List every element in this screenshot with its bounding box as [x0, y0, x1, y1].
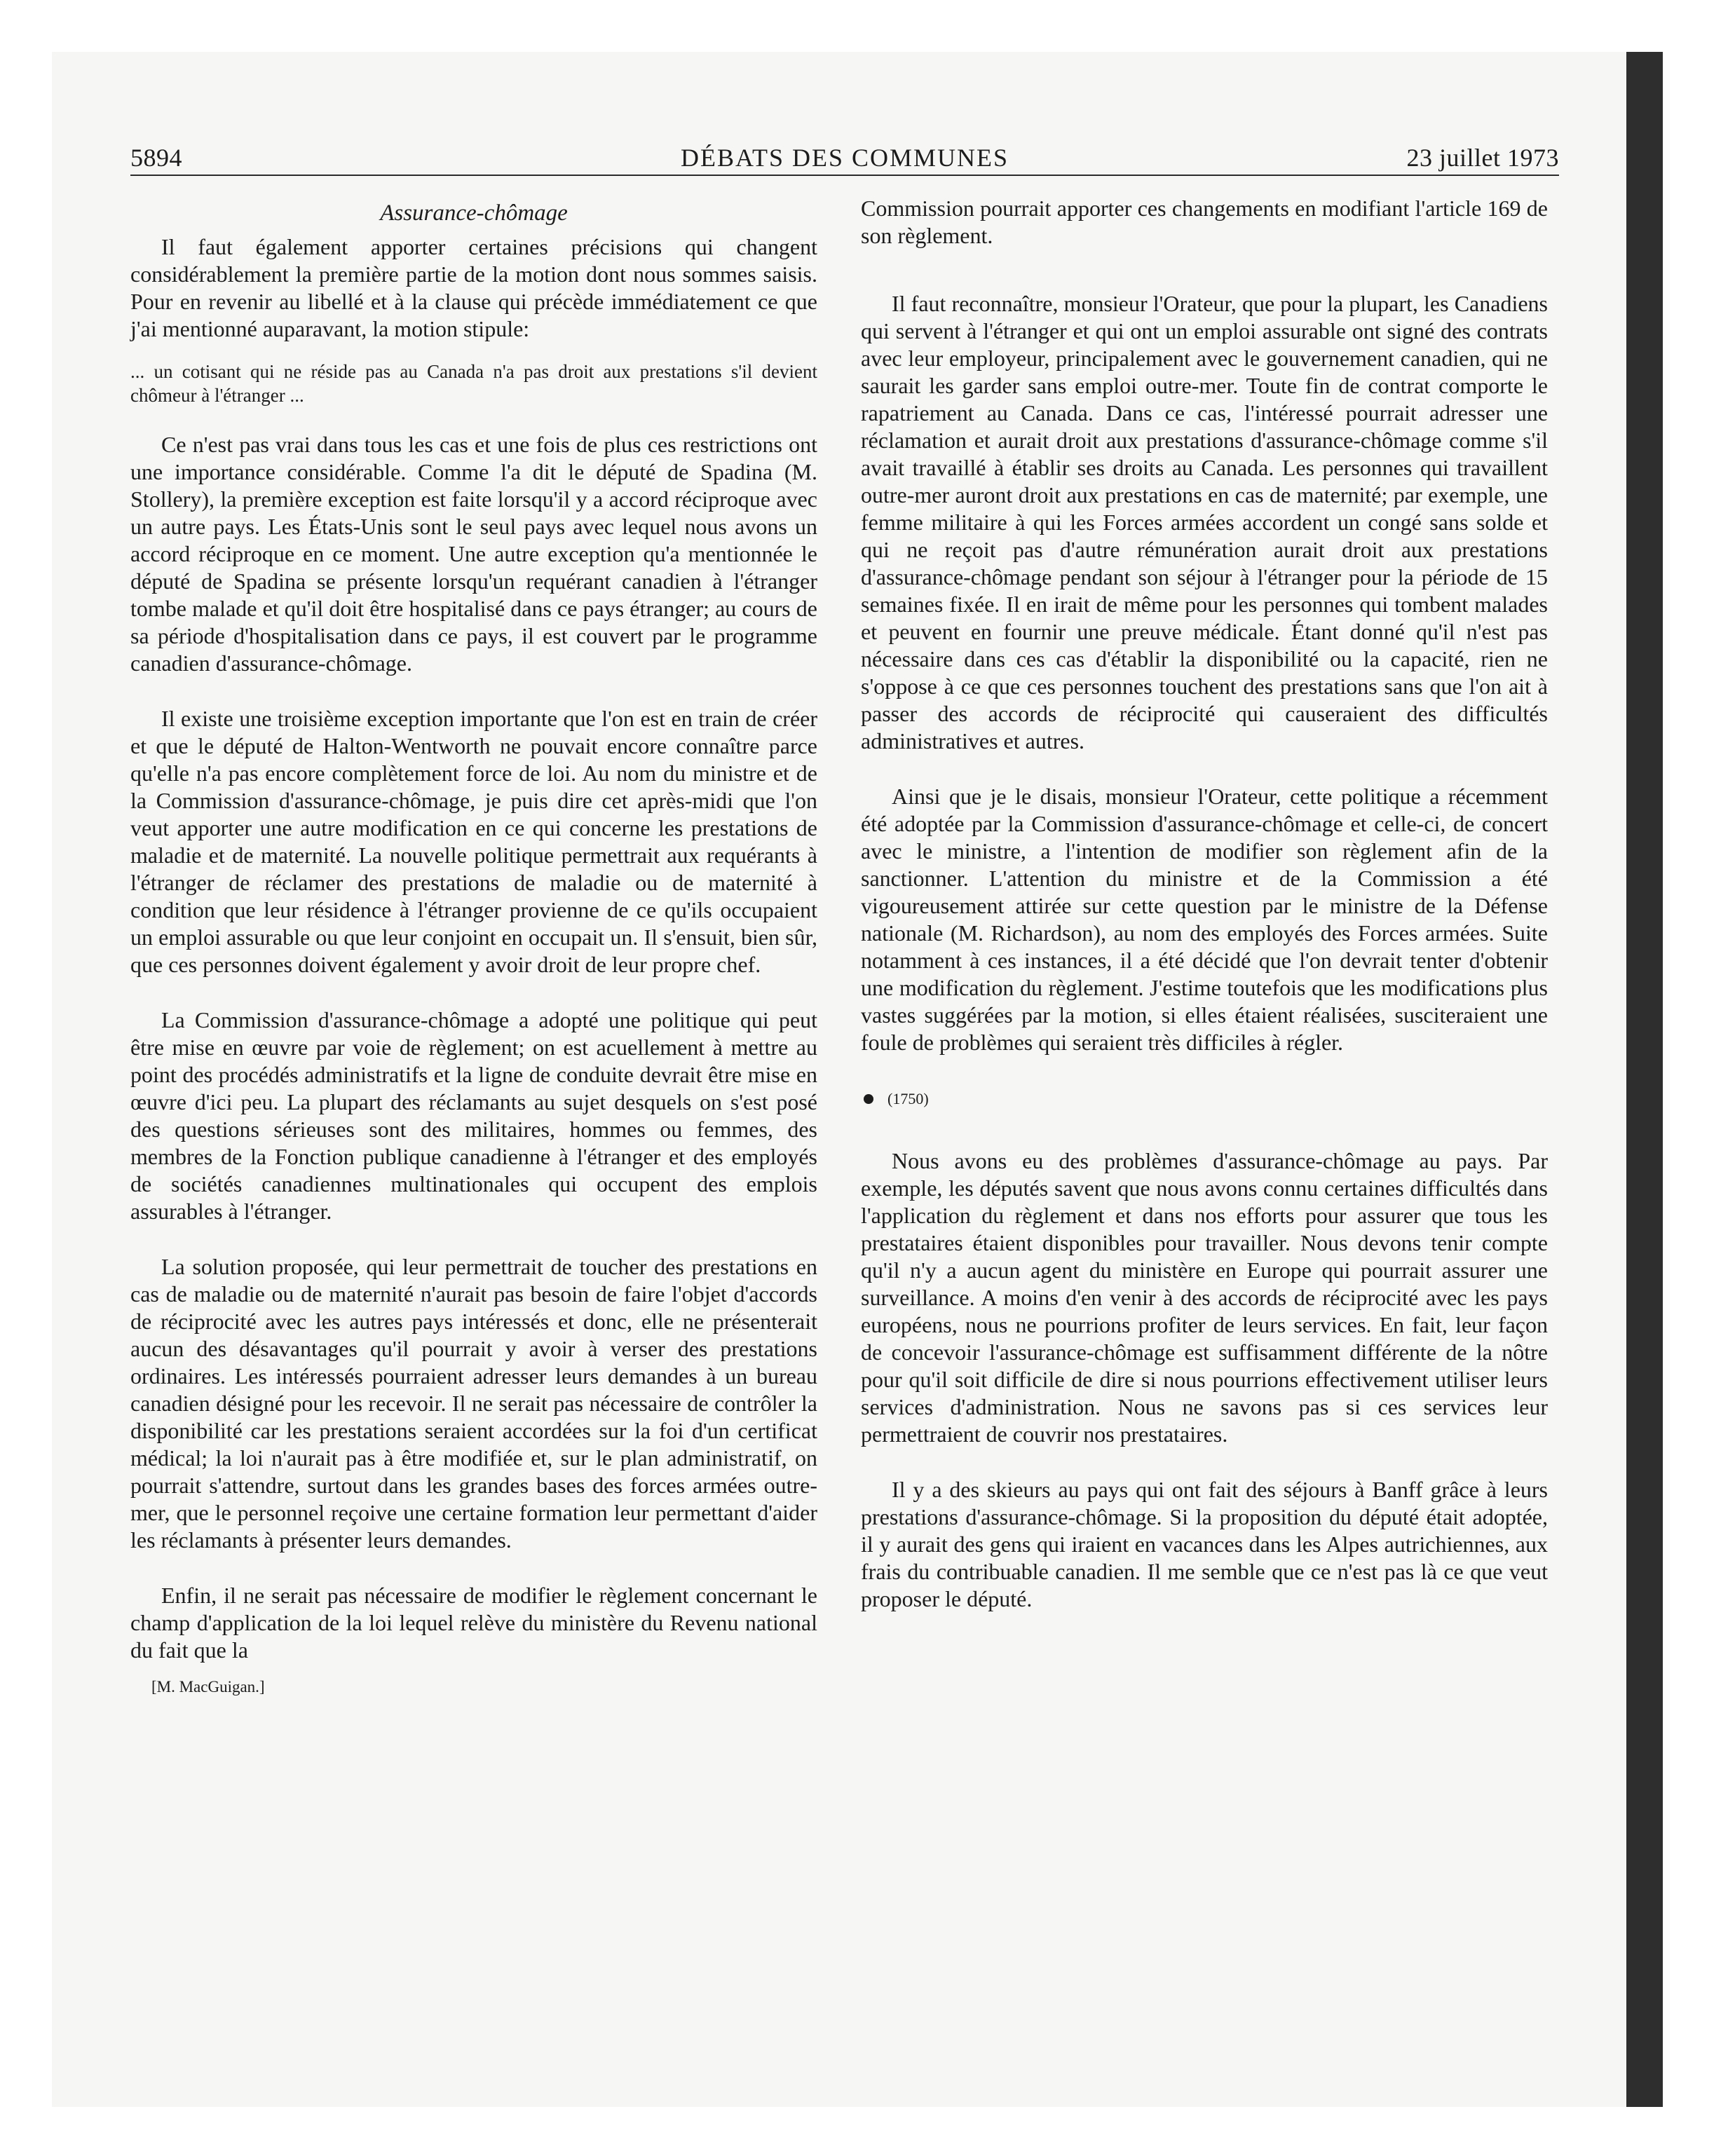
- right-column: [861, 195, 1548, 1613]
- scan-edge-shadow: [1626, 52, 1663, 2107]
- block-quote: ... un cotisant qui ne réside pas au Canada n'a pas droit aux prestations s'il devient chômeur à l'étranger ...: [130, 361, 817, 406]
- page-header: [130, 143, 1559, 174]
- paragraph: Il faut également apporter certaines précisions qui changent considérablement la première partie de la motion dont nous sommes saisis. Pour en revenir au libellé et à la clause qui précède immédiatement ce que j'ai mentionné auparavant, la motion stipule:: [130, 234, 817, 341]
- paragraph-continuation: Commission pourrait apporter ces changements en modifiant l'article 169 de son règlement.: [861, 196, 1548, 248]
- paragraph: La solution proposée, qui leur permettrait de toucher des prestations en cas de maladie ou de maternité n'aurait pas besoin de faire l'objet d'accords de réciprocité avec les autres pays intéressés et donc, elle ne présenterait aucun des désavantages qu'il pourrait y avoir à verser des prestations ordinaires. Les intéressés pourraient adresser leurs demandes à un bureau canadien désigné pour les recevoir. Il ne serait pas nécessaire de contrôler la disponibilité car les prestations seraient accordées sur la foi d'un certificat médical; la loi n'aurait pas à être modifiée et, sur le plan administratif, on pourrait s'attendre, surtout dans les grandes bases des forces armées outre-mer, que le personnel reçoive une certaine formation leur permettant d'aider les réclamants à présenter leurs demandes.: [130, 1254, 817, 1553]
- bullet-icon: [864, 1094, 873, 1104]
- paragraph: Enfin, il ne serait pas nécessaire de modifier le règlement concernant le champ d'application de la loi lequel relève du ministère du Revenu national du fait que la: [130, 1583, 817, 1663]
- paragraph: Il faut reconnaître, monsieur l'Orateur, que pour la plupart, les Canadiens qui servent à l'étranger et qui ont un emploi assurable ont signé des contrats avec leur employeur, principalement avec le gouvernement canadien, qui ne saurait les garder sans emploi outre-mer. Toute fin de contrat comporte le rapatriement au Canada. Dans ce cas, l'intéressé pourrait adresser une réclamation et aurait droit aux prestations d'assurance-chômage comme s'il avait travaillé à établir ses droits au Canada. Les personnes qui travaillent outre-mer auront droit aux prestations en cas de maternité; par exemple, une femme militaire à qui les Forces armées accordent un congé sans solde et qui ne reçoit pas d'autre rémunération aurait droit aux prestations d'assurance-chômage pendant son séjour à l'étranger pour la période de 15 semaines fixée. Il en irait de même pour les personnes qui tombent malades et peuvent en fournir une preuve médicale. Étant donné qu'il n'est pas nécessaire dans ces cas d'établir la disponibilité ou la capacité, rien ne s'oppose à ce que ces personnes touchent des prestations sans que l'on ait à passer des accords de réciprocité qui causeraient des difficultés administratives et autres.: [861, 291, 1548, 753]
- paragraph: La Commission d'assurance-chômage a adopté une politique qui peut être mise en œuvre par voie de règlement; on est acuellement à mettre au point des procédés administratifs et la ligne de conduite devrait être mise en œuvre d'ici peu. La plupart des réclamants au sujet desquels on s'est posé des questions sérieuses sont des militaires, hommes ou femmes, des membres de la Fonction publique canadienne à l'étranger et des employés de sociétés canadiennes multinationales qui occupent des emplois assurables à l'étranger.: [130, 1007, 817, 1224]
- header-rule: [130, 175, 1559, 176]
- section-title: Assurance-chômage: [380, 200, 568, 226]
- paragraph: Ce n'est pas vrai dans tous les cas et une fois de plus ces restrictions ont une importance considérable. Comme l'a dit le député de Spadina (M. Stollery), la première exception est faite lorsqu'il y a accord réciproque avec un autre pays. Les États-Unis sont le seul pays avec lequel nous avons un accord réciproque en ce moment. Une autre exception qu'a mentionnée le député de Spadina se présente lorsqu'un requérant canadien à l'étranger tombe malade et qu'il doit être hospitalisé dans ce pays étranger; au cours de sa période d'hospitalisation dans ce pays, il est couvert par le programme canadien d'assurance-chômage.: [130, 432, 817, 676]
- page-number: 5894: [130, 144, 182, 172]
- speaker-attribution: [M. MacGuigan.]: [151, 1678, 265, 1696]
- timestamp-marker: [861, 1090, 1548, 1108]
- paragraph: Ainsi que je le disais, monsieur l'Orateur, cette politique a récemment été adoptée par la Commission d'assurance-chômage et celle-ci, de concert avec le ministre, a l'intention de modifier son règlement afin de la sanctionner. L'attention du ministre et de la Commission a été vigoureusement attirée sur cette question par le ministre de la Défense nationale (M. Richardson), au nom des employés des Forces armées. Suite notamment à ces instances, il a été décidé que l'on devrait tenter d'obtenir une modification du règlement. J'estime toutefois que les modifications plus vastes suggérées par la motion, si elles étaient réalisées, susciteraient une foule de problèmes qui seraient très difficiles à régler.: [861, 784, 1548, 1055]
- paragraph: Il existe une troisième exception importante que l'on est en train de créer et que le député de Halton-Wentworth ne pouvait encore connaître parce qu'elle n'a pas encore complètement force de loi. Au nom du ministre et de la Commission d'assurance-chômage, je puis dire cet après-midi que l'on veut apporter une autre modification en ce qui concerne les prestations de maladie et de maternité. La nouvelle politique permettrait aux requérants à l'étranger de réclamer des prestations de maladie ou de maternité à condition que leur résidence à l'étranger provienne de ce qu'ils occupaient un emploi assurable ou que leur conjoint en occupait un. Il s'ensuit, bien sûr, que ces personnes doivent également y avoir droit de leur propre chef.: [130, 706, 817, 977]
- paragraph: Nous avons eu des problèmes d'assurance-chômage au pays. Par exemple, les députés savent que nous avons connu certaines difficultés dans l'application du règlement et dans nos efforts pour assurer que tous les prestataires étaient disponibles pour travailler. Nous devons tenir compte qu'il n'y a aucun agent du ministère en Europe qui pourrait assurer une surveillance. A moins d'en venir à des accords de réciprocité avec les pays européens, nous ne pourrions profiter de leurs services. En fait, leur façon de concevoir l'assurance-chômage est suffisamment différente de la nôtre pour qu'il soit difficile de dire si nous pourrions effectivement utiliser leurs services d'administration. Nous ne savons pas si ces services leur permettraient de couvrir nos prestataires.: [861, 1148, 1548, 1447]
- paragraph: Il y a des skieurs au pays qui ont fait des séjours à Banff grâce à leurs prestations d'assurance-chômage. Si la proposition du député était adoptée, il y aurait des gens qui iraient en vacances dans les Alpes autrichiennes, aux frais du contribuable canadien. Il me semble que ce n'est pas là ce que veut proposer le député.: [861, 1477, 1548, 1611]
- publication-title: DÉBATS DES COMMUNES: [680, 144, 1009, 172]
- issue-date: 23 juillet 1973: [1406, 144, 1559, 172]
- left-column: [130, 195, 817, 1696]
- timestamp: (1750): [887, 1090, 929, 1107]
